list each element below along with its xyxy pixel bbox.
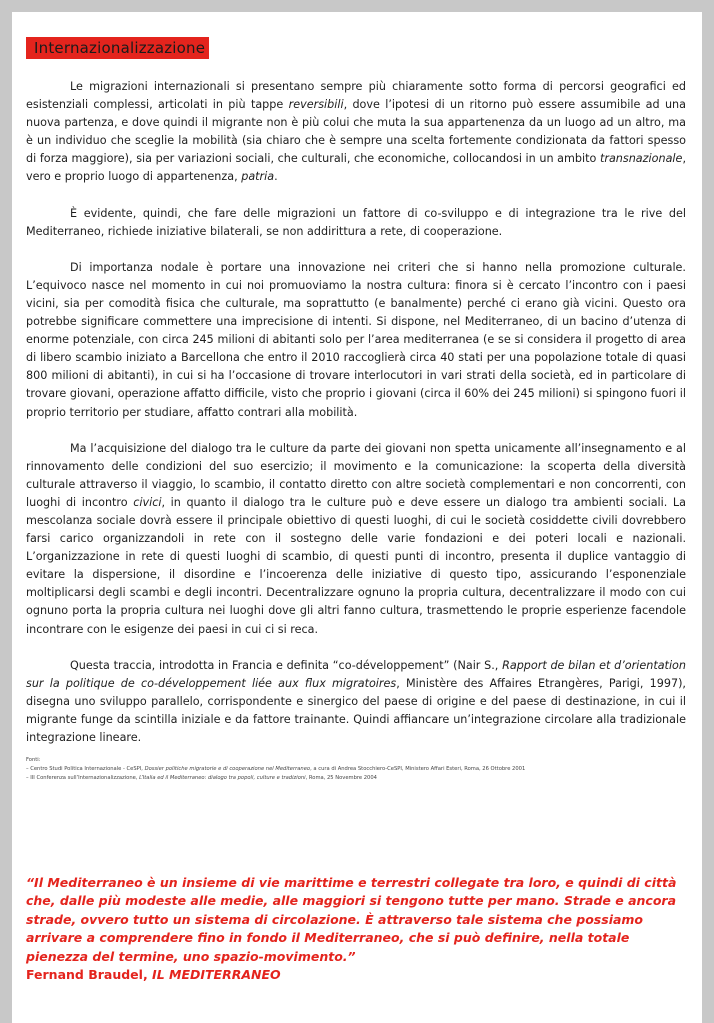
emphasis-reversibili: reversibili: [288, 98, 344, 112]
source-item: – III Conferenza sull’Internazionalizzazione, L’Italia ed il Mediterraneo: dialogo tra popoli, culture e tradizioni, Roma, 25 Novembre 2004: [26, 775, 377, 781]
paragraph-4: Ma l’acquisizione del dialogo tra le culture da parte dei giovani non spetta unicamente all’insegnamento e al rinnovamento delle condizioni del suo esercizio; il movimento e la comunicazione: la scoperta della diversità culturale attraverso il viaggio, lo scambio, il contatto diretto con altre società complementari e non concorrenti, con luoghi di incontro civici, in quanto il dialogo tra le culture può e deve essere un dialogo tra ambienti sociali. La mescolanza sociale dovrà essere il principale obiettivo di questi luoghi, di cui le società cosiddette civili dovrebbero farsi carico organizzandoli in rete con il sostegno delle varie fondazioni e dei poteri locali e nazionali. L’organizzazione in rete di questi luoghi di scambio, di questi punti di incontro, presenta il duplice vantaggio di evitare la dispersione, il disordine e l’incoerenza delle iniziative di questo tipo, assicurando l’esponenziale moltiplicarsi degli scambi e degli incontri. Decentralizzare ognuno la propria cultura, decentralizzare il modo con cui ognuno porta la propria cultura nei luoghi dove gli altri fanno cultura, trasmettendo le proprie esperienze facendole incontrare con le esigenze dei paesi in cui ci si reca.: [26, 441, 687, 636]
quote-author: Fernand Braudel,: [26, 967, 153, 983]
section-title: Internazionalizzazione: [26, 37, 209, 59]
paragraph-2: È evidente, quindi, che fare delle migrazioni un fattore di co-sviluppo e di integrazione tra le rive del Mediterraneo, richiede iniziative bilaterali, se non addirittura a rete, di cooperazione.: [26, 206, 686, 238]
emphasis-rapport-title: Rapport de bilan et d’orientation sur la politique de co-développement liée aux flux migratoires: [26, 658, 686, 690]
paragraph-1: Le migrazioni internazionali si presentano sempre più chiaramente sotto forma di percorsi geografici ed esistenziali complessi, articolati in più tappe reversibili, dove l’ipotesi di un ritorno può essere assumibile ad una nuova partenza, e dove quindi il migrante non è più colui che muta la sua appartenenza da un luogo ad un altro, ma è un individuo che sceglie la mobilità (sia chiaro che è sempre una scelta fortemente condizionata da fattori spesso di forza maggiore), sia per variazioni sociali, che culturali, che economiche, collocandosi in un ambito transnazionale, vero e proprio luogo di appartenenza, patria.: [26, 80, 686, 184]
paragraph-5: Questa traccia, introdotta in Francia e definita “co-développement” (Nair S., Rapport de bilan et d’orientation sur la politique de co-développement liée aux flux migratoires, Ministère des Affaires Etrangères, Parigi, 1997), disegna uno sviluppo parallelo, corrispondente e sinergico del paese di origine e del paese di destinazione, in cui il migrante funge da scintilla iniziale e da fattore trainante. Quindi affiancare un’integrazione circolare alla tradizionale integrazione lineare.: [26, 658, 686, 744]
braudel-quote: [26, 874, 686, 984]
document-page: [12, 12, 702, 1023]
source-item: – Centro Studi Politica Internazionale - CeSPI, Dossier politiche migratorie e di cooperazione nel Mediterraneo, a cura di Andrea Stocchiero-CeSPI, Ministero Affari Esteri, Roma, 26 Ottobre 2001: [26, 766, 526, 772]
paragraph-3: Di importanza nodale è portare una innovazione nei criteri che si hanno nella promozione culturale. L’equivoco nasce nel momento in cui noi promuoviamo la nostra cultura: finora si è cercato l’incontro con i paesi vicini, sia per comodità fisica che culturale, ma soprattutto (e banalmente) perché ci erano già vicini. Questo ora potrebbe significare commettere una imprecisione di intenti. Si dispone, nel Mediterraneo, di un bacino d’utenza di enorme potenziale, con circa 245 milioni di abitanti solo per l’area mediterranea (e se si considera il progetto di area di libero scambio iniziato a Barcellona che entro il 2010 raccoglierà circa 40 stati per una popolazione totale di quasi 800 milioni di abitanti), in cui si ha l’occasione di trovare interlocutori in vari strati della società, ed in particolare di trovare giovani, operazione affatto difficile, visto che proprio i giovani (circa il 60% dei 245 milioni) si spingono fuori il proprio territorio per studiare, affatto contrari alla mobilità.: [26, 260, 686, 419]
emphasis-transnazionale: transnazionale: [599, 152, 683, 166]
quote-attribution: [26, 966, 686, 984]
quote-work-title: IL MEDITERRANEO: [152, 967, 281, 983]
article-body: [26, 78, 686, 765]
quote-text: “Il Mediterraneo è un insieme di vie marittime e terrestri collegate tra loro, e quindi di città che, dalle più modeste alle medie, alle maggiori si tengono tutte per mano. Strade e ancora strade, ovvero tutto un sistema di circolazione. È attraverso tale sistema che possiamo arrivare a comprendere fino in fondo il Mediterraneo, che si può definire, nella totale pienezza del termine, uno spazio-movimento.”: [26, 875, 677, 964]
emphasis-patria: patria: [241, 170, 275, 184]
sources-block: [26, 756, 686, 783]
sources-heading: Fonti:: [26, 757, 41, 763]
emphasis-civici: civici: [133, 495, 162, 509]
